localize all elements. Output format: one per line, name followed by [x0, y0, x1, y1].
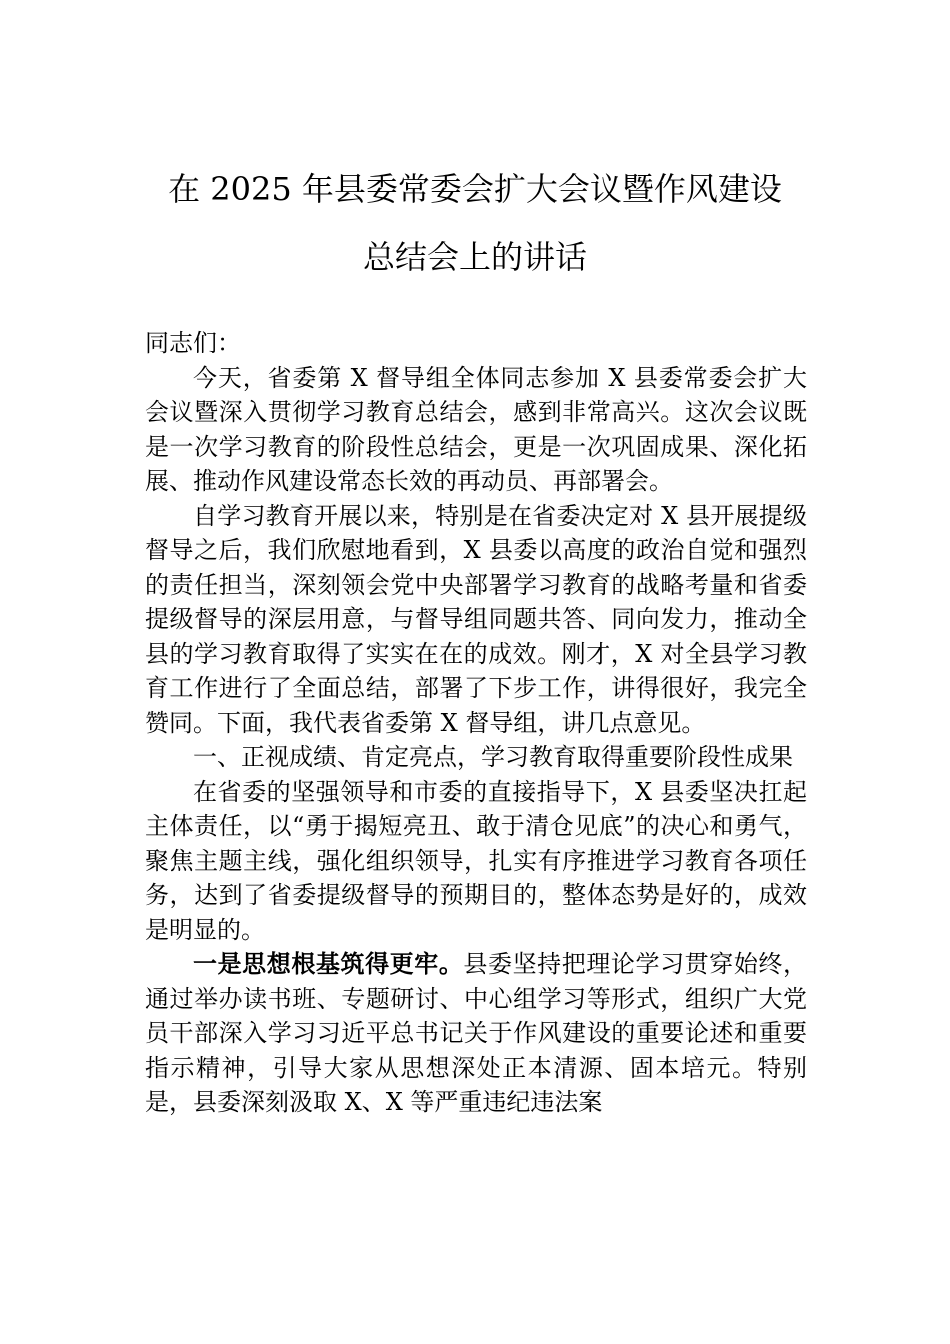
paragraph-achievements: 在省委的坚强领导和市委的直接指导下，X 县委坚决扛起主体责任，以“勇于揭短亮丑、敢于清仓见底”的决心和勇气，聚焦主题主线，强化组织领导，扎实有序推进学习教育各项任务，达到了省委提级督导的预期目的，整体态势是好的，成效是明显的。 — [145, 777, 807, 944]
salutation: 同志们： — [145, 329, 241, 357]
paragraph-opening: 今天，省委第 X 督导组全体同志参加 X 县委常委会扩大会议暨深入贯彻学习教育总结会，感到非常高兴。这次会议既是一次学习教育的阶段性总结会，更是一次巩固成果、深化拓展、推动作风建设常态长效的再动员、再部署会。 — [145, 363, 807, 495]
title-line-1: 在 2025 年县委常委会扩大会议暨作风建设 — [168, 170, 782, 208]
point-1-text: 县委坚持把理论学习贯穿始终，通过举办读书班、专题研讨、中心组学习等形式，组织广大党员干部深入学习习近平总书记关于作风建设的重要论述和重要指示精神，引导大家从思想深处正本清源、固本培元。特别是，县委深刻汲取 X、X 等严重违纪违法案 — [145, 950, 808, 1116]
paragraph-point-1 — [145, 947, 807, 1120]
title-line-2: 总结会上的讲话 — [362, 238, 587, 276]
document-body — [145, 326, 807, 1120]
section-heading-1: 一、正视成绩、肯定亮点，学习教育取得重要阶段性成果 — [193, 743, 793, 771]
document-title — [145, 162, 805, 284]
point-1-lead: 一是思想根基筑得更牢。 — [193, 949, 464, 978]
paragraph-background: 自学习教育开展以来，特别是在省委决定对 X 县开展提级督导之后，我们欣慰地看到，X 县委以高度的政治自觉和强烈的责任担当，深刻领会党中央部署学习教育的战略考量和省委提级督导的深层用意，与督导组同题共答、同向发力，推动全县的学习教育取得了实实在在的成效。刚才，X 对全县学习教育工作进行了全面总结，部署了下步工作，讲得很好，我完全赞同。下面，我代表省委第 X 督导组，讲几点意见。 — [145, 501, 807, 737]
